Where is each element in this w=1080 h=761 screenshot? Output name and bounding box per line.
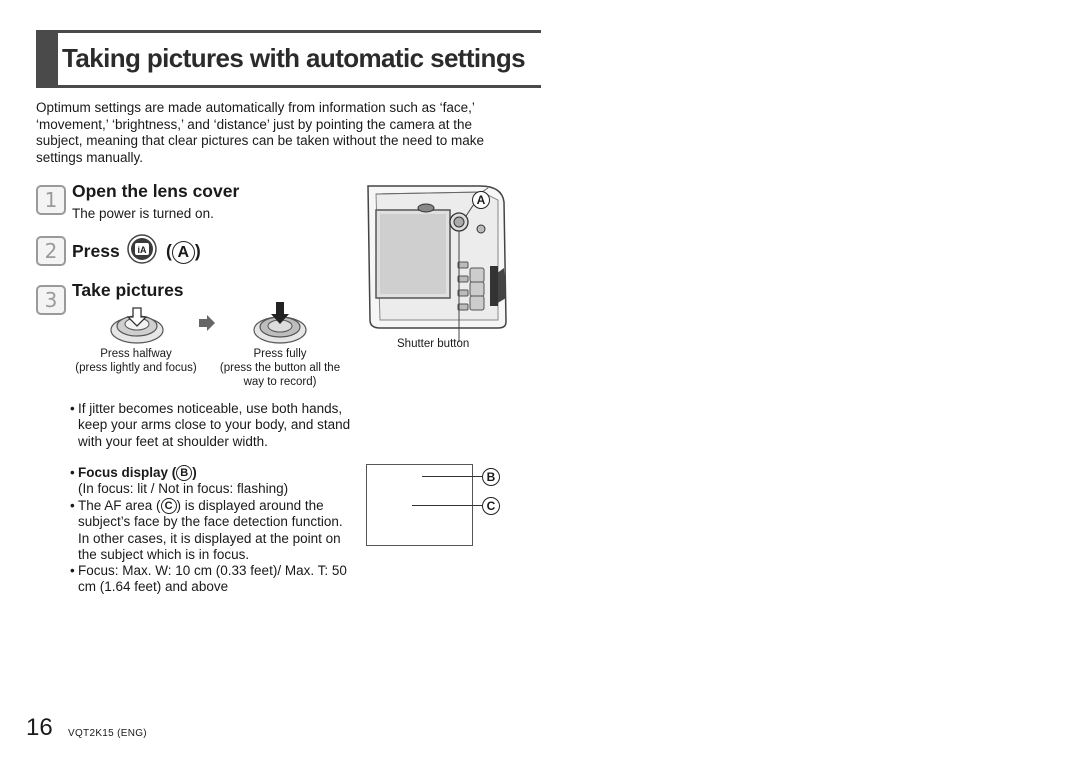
screen-marker-b: B xyxy=(482,468,500,486)
halfway-caption: Press halfway (press lightly and focus) xyxy=(75,348,197,374)
leader-line-c xyxy=(412,505,482,506)
arrow-right-icon xyxy=(198,314,216,332)
page-title: Taking pictures with automatic settings xyxy=(62,43,525,73)
step-1-subtext: The power is turned on. xyxy=(72,206,214,221)
step-1-number: 1 xyxy=(36,185,66,215)
step-2-number: 2 xyxy=(36,236,66,266)
title-bar xyxy=(36,30,541,88)
svg-text:iA: iA xyxy=(137,245,147,255)
screen-marker-c: C xyxy=(482,497,500,515)
page-number: 16 xyxy=(26,714,53,741)
step-1-heading: Open the lens cover xyxy=(72,181,240,201)
title-bottom-rule xyxy=(36,85,541,88)
fully-caption: Press fully (press the button all the way to record) xyxy=(219,348,341,388)
ia-button-icon xyxy=(127,234,157,264)
bullet-focus-display: • Focus display ( B ) (In focus: lit / Not in focus: flashing) xyxy=(70,465,289,497)
step-2-marker: ( A ) xyxy=(166,241,201,264)
camera-illustration xyxy=(362,182,522,352)
bullet-jitter: • If jitter becomes noticeable, use both hands, keep your arms close to your body, and stand with your feet at shoulder width. xyxy=(70,401,351,449)
step-3-number: 3 xyxy=(36,285,66,315)
shutter-fully-illustration xyxy=(251,302,309,346)
intro-paragraph: Optimum settings are made automatically from information such as ‘face,’ ‘movement,’ ‘brightness,’ and ‘distance’ just by pointing the camera at the subject, meaning that clear pictures can be taken without the need to make settings manually. xyxy=(36,100,485,165)
camera-marker-a: A xyxy=(472,191,490,209)
bullet-focus-range: • Focus: Max. W: 10 cm (0.33 feet)/ Max. T: 50 cm (1.64 feet) and above xyxy=(70,563,347,595)
step-3-heading: Take pictures xyxy=(72,280,184,300)
leader-line-b xyxy=(422,476,482,477)
step-2-heading: Press xyxy=(72,241,120,261)
bullet-af-area: • The AF area ( C ) is displayed around the subject’s face by the face detection function. In other cases, it is displayed at the point on the subject which is in focus. xyxy=(70,498,343,563)
title-tab xyxy=(36,30,58,88)
title-top-rule xyxy=(36,30,541,33)
shutter-button-label: Shutter button xyxy=(397,338,470,350)
shutter-halfway-illustration xyxy=(108,306,166,346)
document-code: VQT2K15 (ENG) xyxy=(68,728,147,739)
